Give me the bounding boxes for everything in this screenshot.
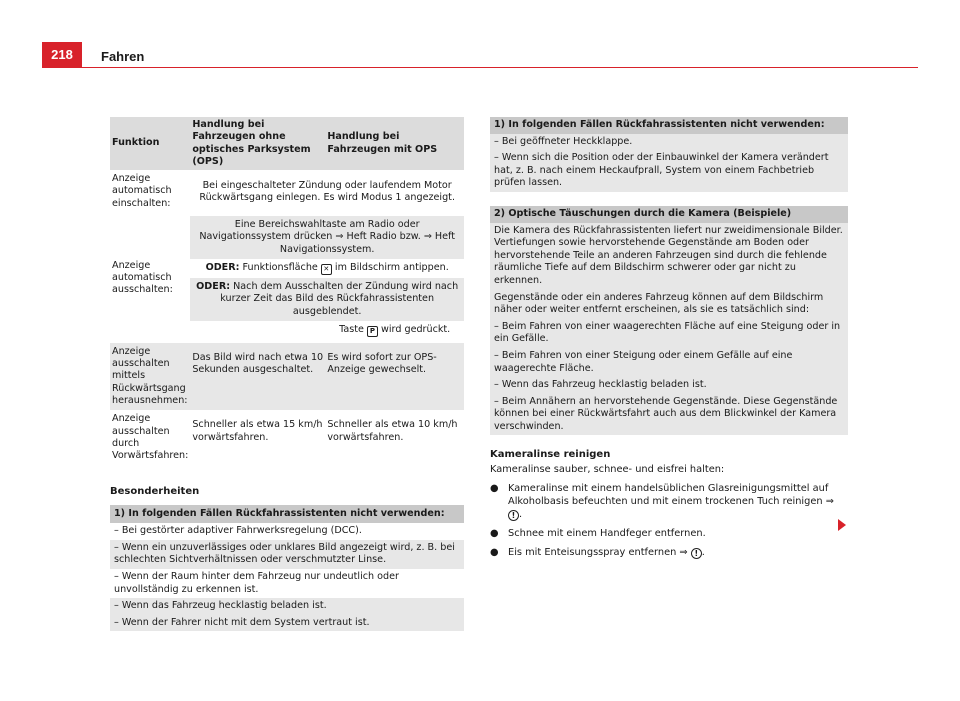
list-item: – Wenn sich die Position oder der Einbauwinkel der Kamera verändert hat, z. B. nach einem Heckaufprall, System von einem Fachbetrieb prüfen lassen.: [490, 150, 848, 192]
page-header: [0, 0, 960, 70]
table-row: [110, 215, 464, 259]
table-row: [110, 410, 464, 465]
row-value: Bei eingeschalteter Zündung oder laufendem Motor Rückwärtsgang einlegen. Es wird Modus 1 angezeigt.: [199, 180, 455, 204]
warning-icon: !: [691, 548, 702, 559]
lens-intro: Kameralinse sauber, schnee- und eisfrei halten:: [490, 464, 725, 476]
bullet-text: Schnee mit einem Handfeger entfernen.: [508, 528, 706, 540]
page-title: Fahren: [101, 49, 145, 64]
table-row: [110, 170, 464, 214]
row-label: Anzeige automatisch ausschalten:: [110, 215, 190, 342]
list-item: – Wenn ein unzuverlässiges oder unklares Bild angezeigt wird, z. B. bei schlechten Sichtverhältnissen oder verschmutzter Linse.: [110, 540, 464, 569]
close-button-icon: ✕: [321, 264, 332, 275]
list-item: Gegenstände oder ein anderes Fahrzeug können auf dem Bildschirm näher oder weiter entfernt erscheinen, als sie es tatsächlich sind:: [490, 290, 848, 319]
park-button-icon: P: [367, 326, 378, 337]
list-item: – Wenn der Raum hinter dem Fahrzeug nur undeutlich oder unvollständig zu erkennen ist.: [110, 569, 464, 598]
list-item: – Wenn das Fahrzeug hecklastig beladen ist.: [490, 377, 848, 394]
function-table: [110, 117, 464, 466]
list-item: – Beim Annähern an hervorstehende Gegenstände. Diese Gegenstände können bei einer Rückwärtsfahrt auch aus dem Blickwinkel der Kamera verschwinden.: [490, 394, 848, 436]
row-value: Schneller als etwa 10 km/h vorwärtsfahren.: [327, 419, 458, 443]
right-column: [490, 117, 848, 559]
next-page-arrow-icon: [838, 519, 846, 531]
warning-icon: !: [508, 510, 519, 521]
row-value: Das Bild wird nach etwa 10 Sekunden ausgeschaltet.: [190, 341, 325, 410]
optical-illusions-box: [490, 206, 848, 436]
oder-label: ODER:: [196, 280, 231, 292]
row-label: Anzeige ausschalten mittels Rückwärtsgang herausnehmen:: [110, 341, 190, 410]
taste-text: Taste: [339, 323, 364, 335]
special-section-title: Besonderheiten: [110, 485, 200, 497]
row-empty: [190, 321, 325, 342]
page-number: 218: [42, 42, 82, 68]
row-value: [190, 259, 464, 278]
row-label: Anzeige ausschalten durch Vorwärtsfahren:: [112, 413, 189, 462]
lens-section-title: Kameralinse reinigen: [490, 449, 611, 461]
left-column: [110, 117, 464, 631]
table-header-no-ops: Handlung bei Fahrzeugen ohne optisches Parksystem (OPS): [190, 117, 325, 170]
funktionsflaeche-text: Funktionsfläche: [242, 261, 318, 273]
list-item: – Beim Fahren von einer waagerechten Fläche auf eine Steigung oder in ein Gefälle.: [490, 319, 848, 348]
list-item: Die Kamera des Rückfahrassistenten liefert nur zweidimensionale Bilder. Vertiefungen sowie hervorstehende Gegenstände am Boden oder hervorstehende Teile an anderen Fahrzeugen sind durch die fehlende räumliche Tiefe auf dem Bildschirm schwerer oder gar nicht zu erkennen.: [490, 223, 848, 290]
special-warning-box: [110, 505, 464, 632]
header-rule: [82, 67, 918, 68]
table-header-ops: Handlung bei Fahrzeugen mit OPS: [325, 117, 464, 170]
table-header-funktion: Funktion: [110, 117, 190, 170]
bullet-text: Eis mit Enteisungsspray entfernen ⇒ ! .: [508, 547, 705, 559]
row-label: Anzeige automatisch einschalten:: [112, 173, 172, 209]
list-item: [490, 482, 848, 521]
list-item: – Bei gestörter adaptiver Fahrwerksregelung (DCC).: [110, 523, 464, 540]
list-item: – Beim Fahren von einer Steigung oder einem Gefälle auf eine waagerechte Fläche.: [490, 348, 848, 377]
bullet-icon: ●: [490, 483, 499, 495]
table-header-row: [110, 117, 464, 170]
bullet-text: Kameralinse mit einem handelsüblichen Glasreinigungsmittel auf Alkoholbasis befeuchten und mit einem trockenen Tuch reinigen ⇒ ! .: [508, 483, 834, 521]
row-value: Es wird sofort zur OPS-Anzeige gewechselt.: [325, 341, 464, 410]
row-value: Schneller als etwa 15 km/h vorwärtsfahren.: [192, 419, 323, 443]
bullet-icon: ●: [490, 528, 499, 540]
oder-label: ODER:: [205, 261, 240, 273]
bullet-icon: ●: [490, 547, 499, 559]
row-value: Eine Bereichswahltaste am Radio oder Navigationssystem drücken ⇒ Heft Radio bzw. ⇒ Heft Navigationssystem.: [190, 215, 464, 259]
list-item: – Bei geöffneter Heckklappe.: [490, 134, 848, 151]
box-title: 1) In folgenden Fällen Rückfahrassistenten nicht verwenden:: [110, 505, 464, 524]
list-item: [490, 527, 848, 540]
box-title: 1) In folgenden Fällen Rückfahrassistenten nicht verwenden:: [490, 117, 848, 134]
list-item: – Wenn das Fahrzeug hecklastig beladen ist.: [110, 598, 464, 615]
list-item: – Wenn der Fahrer nicht mit dem System vertraut ist.: [110, 615, 464, 632]
pressed-text: wird gedrückt.: [381, 323, 451, 335]
tap-text: im Bildschirm antippen.: [334, 261, 449, 273]
box-title: 2) Optische Täuschungen durch die Kamera (Beispiele): [490, 206, 848, 223]
list-item: [490, 546, 848, 559]
table-row: [110, 341, 464, 410]
row-value: [325, 321, 464, 342]
row-value: [190, 278, 464, 321]
ignition-off-text: Nach dem Ausschalten der Zündung wird nach kurzer Zeit das Bild des Rückfahrassistenten ausgeblendet.: [220, 280, 459, 317]
right-warning-box: [490, 117, 848, 192]
